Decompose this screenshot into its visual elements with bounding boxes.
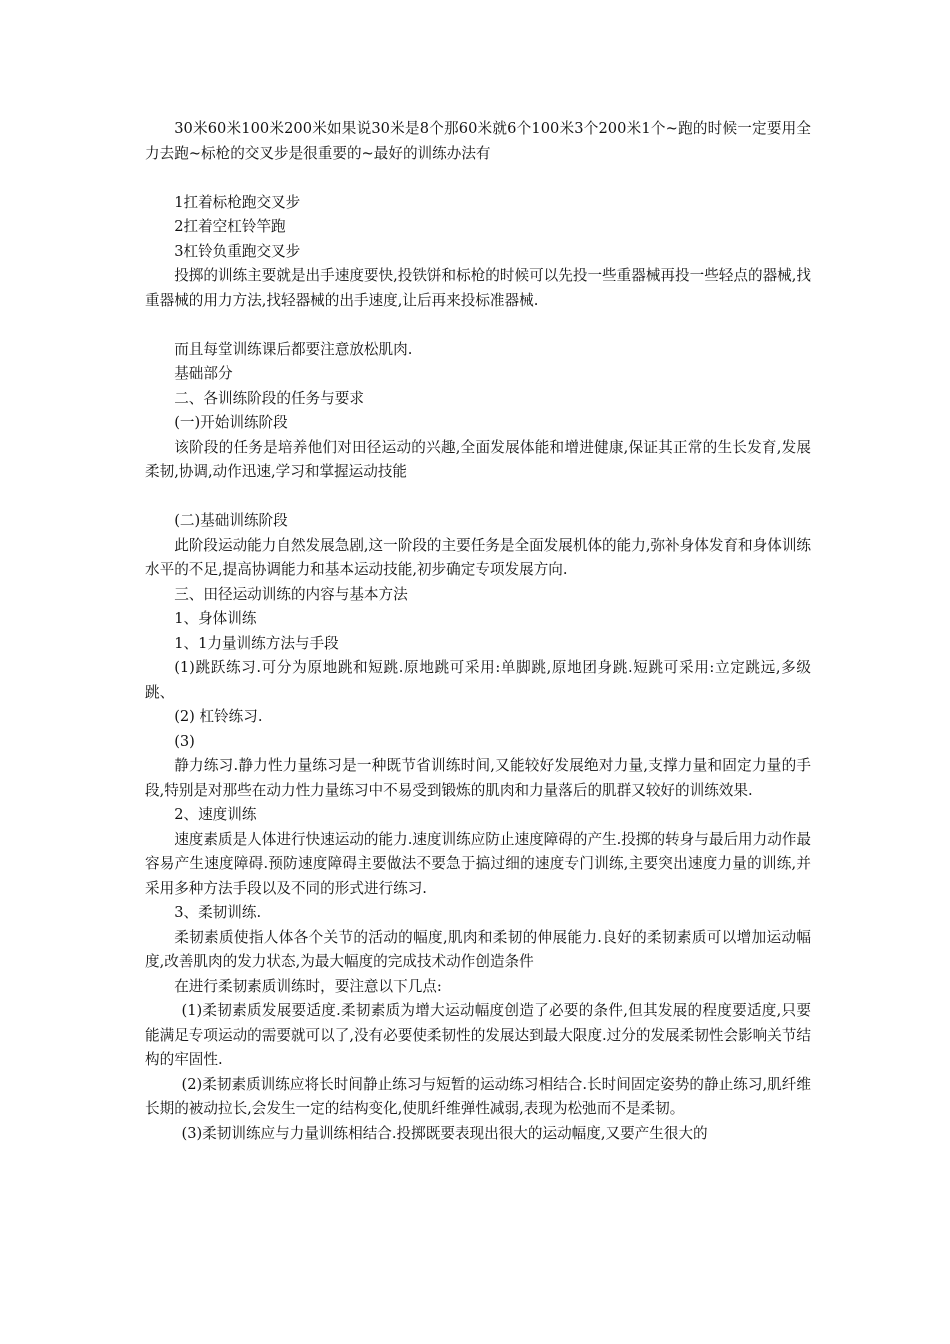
subsection-heading: (二)基础训练阶段 xyxy=(174,512,288,529)
list-item: 1扛着标枪跑交叉步 xyxy=(174,193,301,211)
paragraph: (3) xyxy=(174,732,195,750)
paragraph: (1)跳跃练习.可分为原地跳和短跳.原地跳可采用:单脚跳,原地团身跳.短跳可采用:立定跳远,多级跳、 xyxy=(145,659,811,701)
paragraph: 速度素质是人体进行快速运动的能力.速度训练应防止速度障碍的产生.投掷的转身与最后用力动作最容易产生速度障碍.预防速度障碍主要做法不要急于搞过细的速度专门训练,主要突出速度力量的训练,并采用多种方法手段以及不同的形式进行练习. xyxy=(145,830,812,897)
list-item: 2扛着空杠铃竿跑 xyxy=(174,218,286,235)
blank-line xyxy=(145,166,811,191)
paragraph: 在进行柔韧素质训练时，要注意以下几点: xyxy=(174,977,442,995)
subsection-heading: 2、速度训练 xyxy=(174,806,257,823)
blank-line xyxy=(145,313,811,338)
paragraph: 此阶段运动能力自然发展急剧,这一阶段的主要任务是全面发展机体的能力,弥补身体发育和身体训练水平的不足,提高协调能力和基本运动技能,初步确定专项发展方向. xyxy=(145,536,812,578)
paragraph: 而且每堂训练课后都要注意放松肌肉. xyxy=(174,340,413,358)
document-body xyxy=(145,117,811,1146)
paragraph: (1)柔韧素质发展要适度.柔韧素质为增大运动幅度创造了必要的条件,但其发展的程度要适度,只要能满足专项运动的需要就可以了,没有必要使柔韧性的发展达到最大限度.过分的发展柔韧性会影响关节结构的牢固性. xyxy=(145,1002,812,1068)
paragraph: (2) 杠铃练习. xyxy=(174,708,263,725)
paragraph: 该阶段的任务是培养他们对田径运动的兴趣,全面发展体能和增进健康,保证其正常的生长发育,发展柔韧,协调,动作迅速,学习和掌握运动技能 xyxy=(145,438,811,480)
subsection-heading: 1、身体训练 xyxy=(174,610,257,627)
paragraph: 投掷的训练主要就是出手速度要快,投铁饼和标枪的时候可以先投一些重器械再投一些轻点的器械,找重器械的用力方法,找轻器械的出手速度,让后再来投标准器械. xyxy=(145,267,812,309)
blank-line xyxy=(145,485,811,510)
subsection-heading: 3、柔韧训练. xyxy=(174,904,262,921)
paragraph: 30米60米100米200米如果说30米是8个那60米就6个100米3个200米1个~跑的时候一定要用全力去跑~标枪的交叉步是很重要的~最好的训练办法有 xyxy=(145,120,811,162)
subsection-heading: 1、1力量训练方法与手段 xyxy=(174,634,339,652)
section-heading: 二、各训练阶段的任务与要求 xyxy=(174,389,364,407)
subsection-heading: (一)开始训练阶段 xyxy=(174,414,288,431)
list-item: 3杠铃负重跑交叉步 xyxy=(174,242,301,260)
paragraph: (2)柔韧素质训练应将长时间静止练习与短暂的运动练习相结合.长时间固定姿势的静止练习,肌纤维长期的被动拉长,会发生一定的结构变化,使肌纤维弹性减弱,表现为松弛而不是柔韧。 xyxy=(145,1075,811,1117)
section-heading: 基础部分 xyxy=(174,365,233,382)
paragraph: (3)柔韧训练应与力量训练相结合.投掷既要表现出很大的运动幅度,又要产生很大的 xyxy=(181,1124,708,1142)
paragraph: 静力练习.静力性力量练习是一种既节省训练时间,又能较好发展绝对力量,支撑力量和固定力量的手段,特别是对那些在动力性力量练习中不易受到锻炼的肌肉和力量落后的肌群又较好的训练效果. xyxy=(145,757,811,799)
paragraph: 柔韧素质使指人体各个关节的活动的幅度,肌肉和柔韧的伸展能力.良好的柔韧素质可以增加运动幅度,改善肌肉的发力状态,为最大幅度的完成技术动作创造条件 xyxy=(145,928,811,970)
section-heading: 三、田径运动训练的内容与基本方法 xyxy=(174,585,408,603)
